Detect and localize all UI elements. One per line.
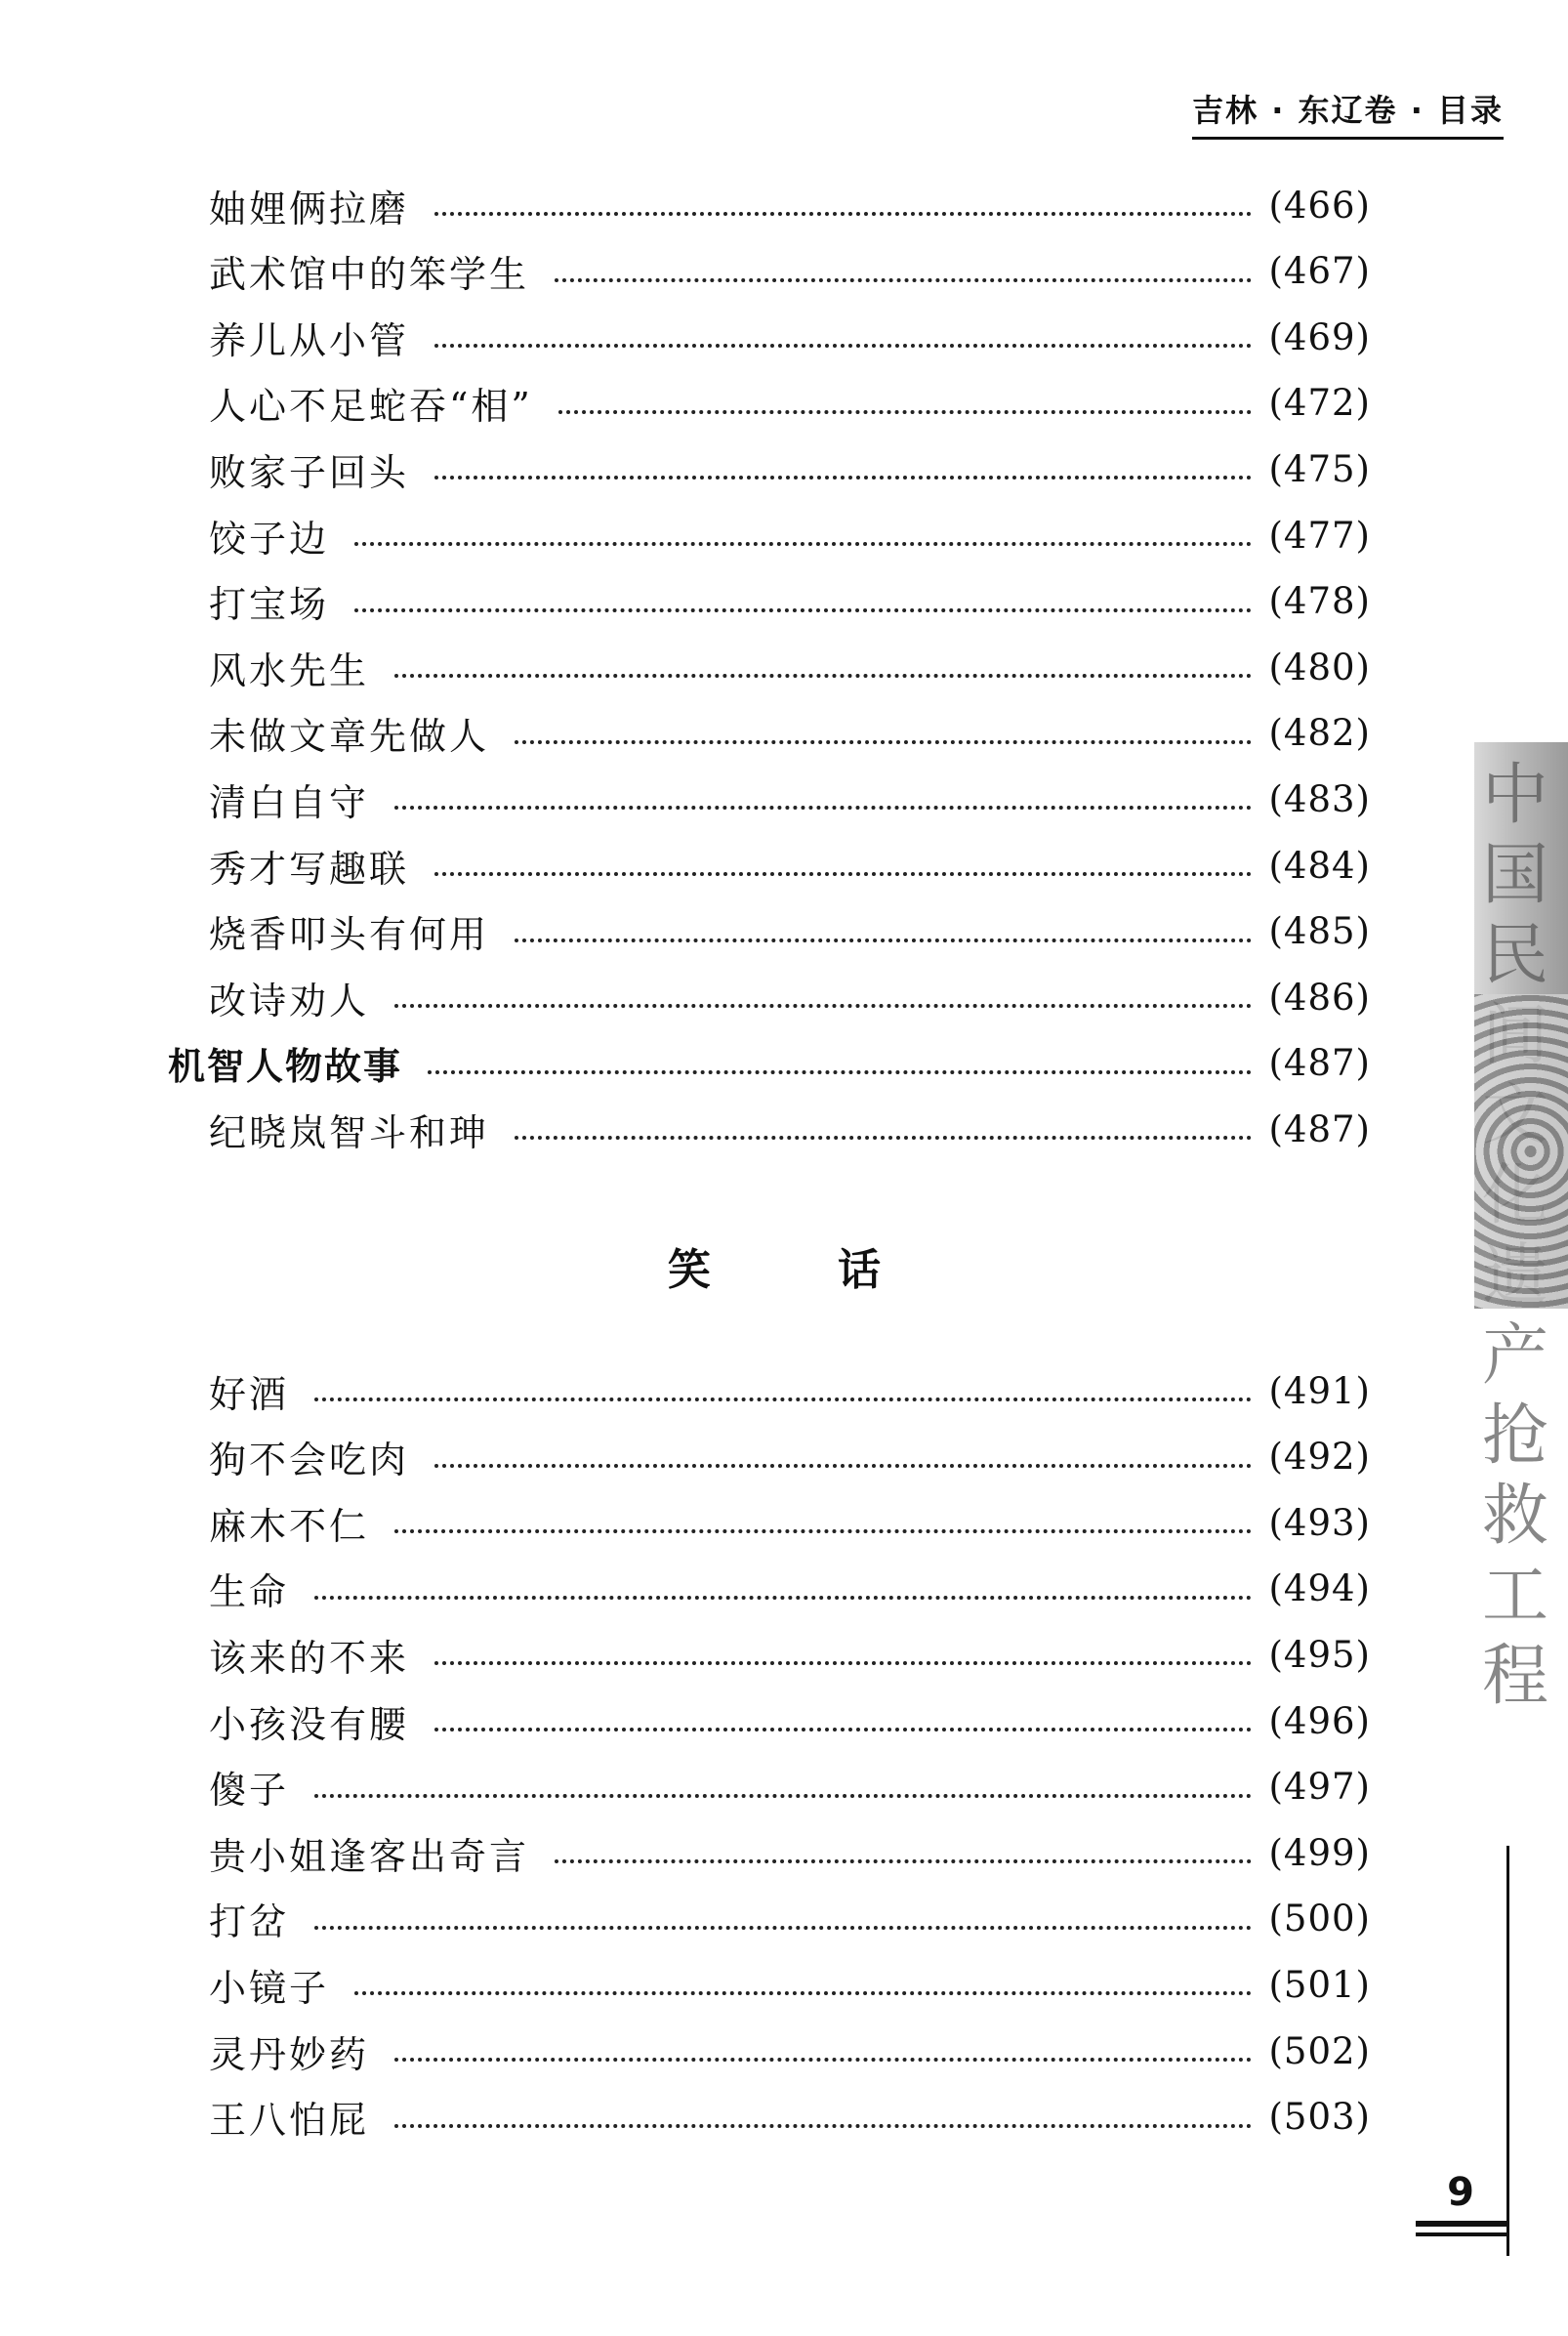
toc-leader-dots (314, 1924, 1251, 1930)
toc-entry[interactable] (0, 572, 1568, 631)
toc-entry[interactable] (0, 1493, 1568, 1552)
toc-entry-title: 傻子 (209, 1769, 290, 1813)
toc-entry-page: (493) (1268, 1501, 1371, 1544)
toc-entry[interactable] (0, 1361, 1568, 1420)
toc-entry-page: (496) (1268, 1699, 1371, 1742)
toc-entry-page: (477) (1268, 514, 1371, 557)
running-header: 吉林 · 东辽卷 · 目录 (1192, 86, 1504, 140)
toc-leader-dots (394, 2056, 1251, 2062)
toc-entry-page: (475) (1268, 447, 1371, 490)
toc-entry[interactable] (0, 704, 1568, 763)
toc-leader-dots (354, 540, 1251, 546)
toc-entry-title: 妯娌俩拉磨 (209, 187, 410, 230)
toc-entry-page: (482) (1268, 712, 1371, 755)
toc-entry[interactable] (0, 308, 1568, 366)
toc-entry[interactable] (0, 1560, 1568, 1618)
toc-leader-dots (394, 1527, 1251, 1533)
toc-entry-title: 小孩没有腰 (209, 1702, 410, 1746)
toc-entry[interactable] (0, 836, 1568, 895)
page-edge-rule (1506, 1846, 1509, 2256)
toc-entry-page: (485) (1268, 910, 1371, 953)
toc-entry[interactable] (0, 506, 1568, 564)
page-number-bar (1416, 2221, 1509, 2227)
toc-leader-dots (434, 210, 1251, 216)
toc-leader-dots (394, 672, 1251, 678)
toc-entry-title: 纪晓岚智斗和珅 (209, 1110, 490, 1154)
toc-entry-page: (480) (1268, 646, 1371, 688)
toc-leader-dots (434, 342, 1251, 348)
toc-entry-page: (495) (1268, 1633, 1371, 1676)
toc-entry-page: (487) (1268, 1042, 1371, 1085)
toc-entry-title: 打岔 (209, 1900, 290, 1944)
toc-leader-dots (555, 276, 1251, 282)
toc-entry-page: (472) (1268, 382, 1371, 425)
toc-entry-title: 烧香叩头有何用 (209, 913, 490, 957)
toc-leader-dots (434, 1726, 1251, 1731)
toc-entry-page: (499) (1268, 1831, 1371, 1874)
toc-entry-page: (491) (1268, 1369, 1371, 1412)
toc-leader-dots (394, 804, 1251, 810)
page-number-bar-thin (1416, 2232, 1509, 2236)
toc-leader-dots (314, 1396, 1251, 1401)
toc-entry-page: (469) (1268, 315, 1371, 358)
toc-entry-title: 好酒 (209, 1372, 290, 1416)
toc-entry-page: (501) (1268, 1963, 1371, 2006)
toc-leader-dots (394, 1002, 1251, 1008)
toc-leader-dots (515, 738, 1251, 744)
toc-entry-page: (484) (1268, 844, 1371, 887)
toc-entry-title: 贵小姐逢客出奇言 (209, 1834, 530, 1878)
toc-leader-dots (515, 937, 1251, 942)
toc-entry[interactable] (0, 770, 1568, 828)
toc-entry[interactable] (0, 1625, 1568, 1684)
toc-leader-dots (314, 1594, 1251, 1600)
toc-entry-page: (497) (1268, 1766, 1371, 1809)
toc-entry-page: (467) (1268, 250, 1371, 293)
toc-entry[interactable] (0, 1034, 1568, 1093)
page-number: 9 (1447, 2170, 1474, 2215)
toc-entry-title: 饺子边 (209, 517, 330, 561)
toc-entry-title: 武术馆中的笨学生 (209, 253, 530, 297)
toc-entry-title: 败家子回头 (209, 450, 410, 494)
toc-leader-dots (515, 1134, 1251, 1140)
toc-entry[interactable] (0, 1955, 1568, 2014)
toc-entry-title: 该来的不来 (209, 1636, 410, 1680)
toc-leader-dots (428, 1068, 1251, 1074)
toc-entry-title: 小镜子 (209, 1966, 330, 2010)
toc-entry[interactable] (0, 374, 1568, 433)
toc-leader-dots (434, 1462, 1251, 1468)
toc-entry[interactable] (0, 439, 1568, 498)
toc-entry-title: 未做文章先做人 (209, 715, 490, 759)
toc-entry-page: (502) (1268, 2029, 1371, 2072)
toc-leader-dots (354, 606, 1251, 612)
toc-entry-page: (487) (1268, 1107, 1371, 1150)
toc-entry[interactable] (0, 176, 1568, 234)
toc-entry-page: (503) (1268, 2096, 1371, 2139)
toc-entry[interactable] (0, 1758, 1568, 1816)
toc-entry[interactable] (0, 968, 1568, 1026)
side-tab-pattern (1474, 994, 1568, 1309)
toc-leader-dots (394, 2122, 1251, 2128)
toc-entry-page: (492) (1268, 1436, 1371, 1479)
toc-entry-title: 机智人物故事 (168, 1045, 403, 1089)
toc-entry-title: 灵丹妙药 (209, 2032, 370, 2076)
toc-entry[interactable] (0, 2022, 1568, 2080)
toc-leader-dots (434, 870, 1251, 876)
toc-entry[interactable] (0, 1890, 1568, 1948)
toc-entry-title: 风水先生 (209, 648, 370, 692)
toc-entry-title: 王八怕屁 (209, 2099, 370, 2143)
toc-entry[interactable] (0, 242, 1568, 301)
toc-entry-page: (478) (1268, 580, 1371, 623)
side-tab-decoration (1474, 742, 1568, 1715)
toc-entry-page: (466) (1268, 184, 1371, 227)
section-title-jokes: 笑话 (668, 1245, 1008, 1295)
toc-entry-title: 秀才写趣联 (209, 847, 410, 891)
toc-entry-title: 人心不足蛇吞“相” (209, 385, 533, 429)
toc-leader-dots (558, 408, 1252, 414)
toc-entry-page: (483) (1268, 777, 1371, 820)
toc-entry[interactable] (0, 1691, 1568, 1750)
toc-entry[interactable] (0, 1428, 1568, 1486)
toc-entry[interactable] (0, 1823, 1568, 1882)
toc-entry-page: (500) (1268, 1898, 1371, 1940)
toc-leader-dots (555, 1857, 1251, 1863)
toc-entry[interactable] (0, 638, 1568, 696)
toc-entry-page: (486) (1268, 976, 1371, 1019)
toc-entry-page: (494) (1268, 1567, 1371, 1610)
toc-entry[interactable] (0, 2088, 1568, 2147)
toc-entry-title: 养儿从小管 (209, 318, 410, 362)
toc-entry-title: 清白自守 (209, 780, 370, 824)
toc-leader-dots (434, 1659, 1251, 1665)
toc-leader-dots (354, 1989, 1251, 1995)
toc-entry-title: 麻木不仁 (209, 1504, 370, 1548)
toc-entry-title: 打宝场 (209, 583, 330, 627)
toc-entry-title: 生命 (209, 1570, 290, 1614)
toc-leader-dots (434, 474, 1251, 480)
toc-entry-title: 改诗劝人 (209, 979, 370, 1022)
toc-entry[interactable] (0, 1100, 1568, 1158)
toc-entry-title: 狗不会吃肉 (209, 1439, 410, 1482)
toc-leader-dots (314, 1792, 1251, 1798)
side-tab-text: 中国民 产抢救工程 (1482, 757, 1549, 1715)
toc-entry[interactable] (0, 902, 1568, 961)
